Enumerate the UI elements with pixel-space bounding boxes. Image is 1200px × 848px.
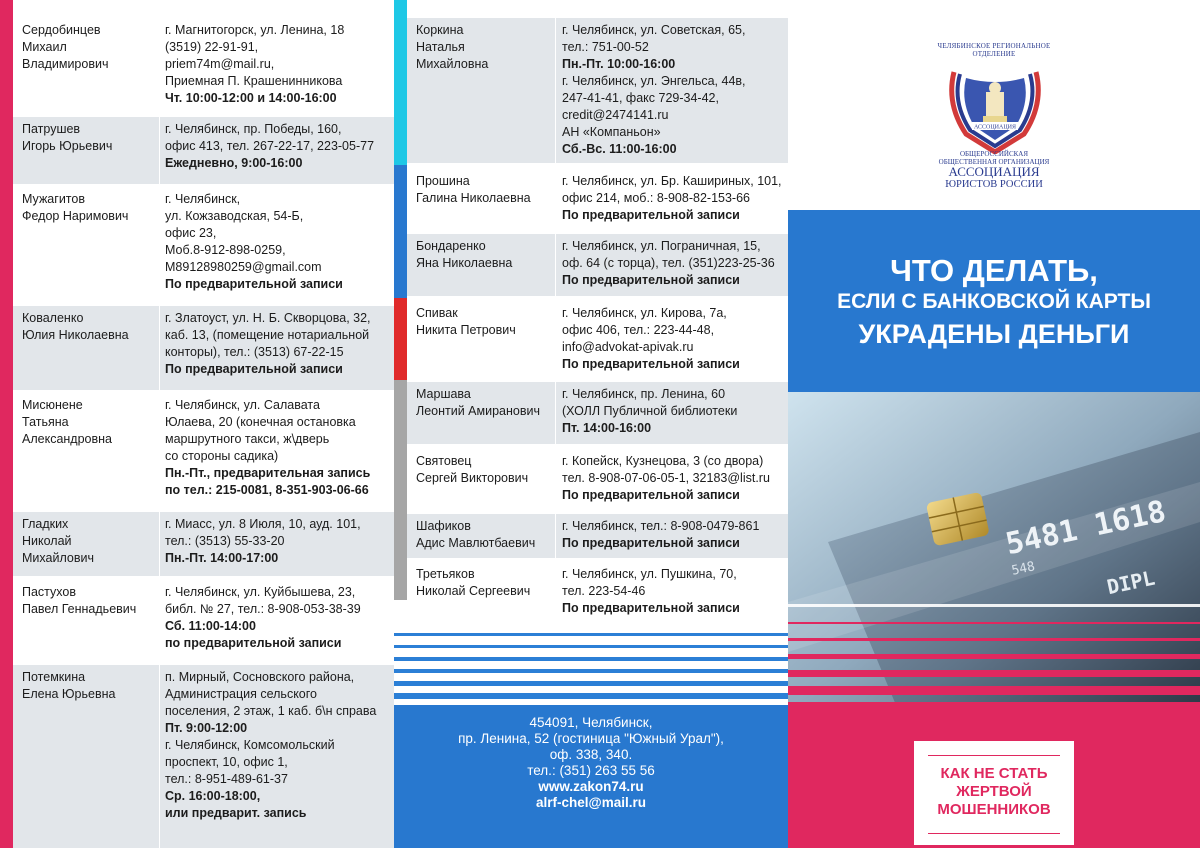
lawyer-hours: По предварительной записи: [562, 357, 740, 371]
lawyer-address: г. Челябинск, тел.: 8-908-0479-861 По предварительной записи: [556, 514, 788, 558]
lawyer-address: г. Челябинск, ул. Куйбышева, 23, библ. № 27, тел.: 8-908-053-38-39 Сб. 11:00-14:00 по предварительной записи: [160, 580, 394, 662]
lawyer-hours: По предварительной записи: [562, 208, 740, 222]
logo-subtitle: ОБЩЕРОССИЙСКАЯ ОБЩЕСТВЕННАЯ ОРГАНИЗАЦИЯ: [938, 150, 1050, 166]
list-item: [13, 117, 394, 184]
headline-band: [788, 210, 1200, 392]
svg-text:5481 1618: 5481 1618: [1002, 494, 1169, 563]
lawyer-hours: По предварительной записи: [562, 536, 740, 550]
lawyer-hours: Пн.-Пт., предварительная запись по тел.: 215-0081, 8-351-903-06-66: [165, 466, 371, 497]
list-item: [407, 382, 788, 444]
shield-emblem-icon: [940, 62, 1050, 154]
lawyer-hours: Сб.-Вс. 11:00-16:00: [562, 142, 677, 156]
list-item: [13, 580, 394, 662]
lawyer-name: Коркина Наталья Михайловна: [407, 18, 555, 163]
lawyer-hours: Пт. 9:00-12:00: [165, 721, 248, 735]
lawyer-address: г. Челябинск, ул. Пушкина, 70, тел. 223-54-46 По предварительной записи: [556, 562, 788, 624]
list-item: [407, 514, 788, 558]
left-accent-stripe: [0, 0, 13, 848]
lawyer-hours: Пн.-Пт. 10:00-16:00: [562, 57, 676, 71]
cover-panel: [788, 0, 1200, 848]
lawyer-name: Коваленко Юлия Николаевна: [13, 306, 159, 390]
logo-title-2: ЮРИСТОВ РОССИИ: [945, 179, 1043, 190]
list-item: [407, 301, 788, 377]
lawyer-name: Мисюнене Татьяна Александровна: [22, 398, 112, 446]
blue-accent-stripe: [394, 165, 407, 298]
lawyer-name: Сердобинцев Михаил Владимирович: [22, 23, 109, 71]
lawyer-hours: Ср. 16:00-18:00, или предварит. запись: [165, 789, 307, 820]
left-panel: [0, 0, 394, 848]
list-item: [407, 234, 788, 296]
lawyer-address: г. Челябинск, ул. Бр. Кашириных, 101, офис 214, моб.: 8-908-82-153-66 По предварительной записи: [556, 169, 788, 229]
contact-postcode: 454091, Челябинск,: [529, 715, 653, 730]
credit-card-image: [788, 392, 1200, 710]
list-item: [13, 187, 394, 303]
grey-accent-stripe: [394, 380, 407, 600]
warning-badge: [914, 741, 1074, 845]
contact-phone: тел.: (351) 263 55 56: [527, 763, 655, 778]
warning-badge-text: КАК НЕ СТАТЬ ЖЕРТВОЙ МОШЕННИКОВ: [937, 765, 1051, 818]
lawyer-hours: По предварительной записи: [562, 601, 740, 615]
lawyer-name: Третьяков Николай Сергеевич: [416, 567, 531, 598]
lawyer-hours: По предварительной записи: [562, 488, 740, 502]
lawyer-address: г. Златоуст, ул. Н. Б. Скворцова, 32, каб. 13, (помещение нотариальной конторы), тел.: (3513) 67-22-15 По предварительной записи: [160, 306, 394, 390]
lawyer-address: г. Челябинск, ул. Кирова, 7а, офис 406, тел.: 223-44-48, info@advokat-apivak.ru По предварительной записи: [556, 301, 788, 377]
lawyer-name: Маршава Леонтий Амиранович: [407, 382, 555, 444]
contact-email[interactable]: alrf-chel@mail.ru: [536, 795, 646, 810]
contact-website[interactable]: www.zakon74.ru: [538, 779, 644, 794]
lawyer-address: г. Магнитогорск, ул. Ленина, 18 (3519) 22-91-91, priem74m@mail.ru, Приемная П. Крашенинникова Чт. 10:00-12:00 и 14:00-16:00: [160, 18, 394, 116]
list-item: [13, 306, 394, 390]
svg-text:548: 548: [1010, 559, 1037, 579]
lawyer-address: г. Челябинск, ул. Советская, 65, тел.: 751-00-52 Пн.-Пт. 10:00-16:00 г. Челябинск, ул. Энгельса, 44в, 247-41-41, факс 729-34-42, credit@2474141.ru АН «Компаньон» Сб.-Вс. 11:00-16:00: [556, 18, 788, 163]
lawyer-address: г. Челябинск, пр. Ленина, 60 (ХОЛЛ Публичной библиотеки Пт. 14:00-16:00: [556, 382, 788, 444]
lawyer-name: Потемкина Елена Юрьевна: [13, 665, 159, 848]
list-item: [13, 18, 394, 116]
contact-street: пр. Ленина, 52 (гостиница "Южный Урал"),: [458, 731, 724, 746]
logo-top-text: ЧЕЛЯБИНСКОЕ РЕГИОНАЛЬНОЕ ОТДЕЛЕНИЕ: [937, 42, 1051, 58]
list-item: [407, 18, 788, 163]
lawyer-name: Гладких Николай Михайлович: [13, 512, 159, 576]
lawyer-hours: По предварительной записи: [562, 273, 740, 287]
contact-block: [394, 705, 788, 848]
list-item: [407, 449, 788, 509]
lawyer-address: г. Челябинск, ул. Пограничная, 15, оф. 64 (с торца), тел. (351)223-25-36 По предварительной записи: [556, 234, 788, 296]
lawyer-hours: Сб. 11:00-14:00 по предварительной записи: [165, 619, 342, 650]
lawyer-name: Пастухов Павел Геннадьевич: [22, 585, 137, 616]
lawyer-hours: По предварительной записи: [165, 277, 343, 291]
lawyer-name: Прошина Галина Николаевна: [416, 174, 531, 205]
red-accent-stripe: [394, 298, 407, 380]
headline-line-2: ЕСЛИ С БАНКОВСКОЙ КАРТЫ: [837, 290, 1151, 313]
lawyer-address: г. Миасс, ул. 8 Июля, 10, ауд. 101, тел.: (3513) 55-33-20 Пн.-Пт. 14:00-17:00: [160, 512, 394, 576]
lawyer-hours: Пт. 14:00-16:00: [562, 421, 652, 435]
headline-line-1: ЧТО ДЕЛАТЬ,: [890, 253, 1098, 288]
logo-title: АССОЦИАЦИЯ: [948, 164, 1040, 179]
lawyer-name: Шафиков Адис Мавлютбаевич: [407, 514, 555, 558]
lawyer-address: г. Челябинск, ул. Кожзаводская, 54-Б, офис 23, Моб.8-912-898-0259, M89128980259@gmail.com По предварительной записи: [160, 187, 394, 303]
lawyer-name: Патрушев Игорь Юрьевич: [13, 117, 159, 184]
contact-office: оф. 338, 340.: [549, 747, 633, 762]
lawyer-hours: Чт. 10:00-12:00 и 14:00-16:00: [165, 91, 337, 105]
lawyer-name: Бондаренко Яна Николаевна: [407, 234, 555, 296]
lawyer-hours: По предварительной записи: [165, 362, 343, 376]
list-item: [407, 562, 788, 624]
svg-text:DIPL: DIPL: [1104, 565, 1157, 600]
lawyer-address: г. Челябинск, пр. Победы, 160, офис 413, тел. 267-22-17, 223-05-77 Ежедневно, 9:00-16:00: [160, 117, 394, 184]
headline-line-3: УКРАДЕНЫ ДЕНЬГИ: [858, 319, 1130, 349]
list-item: [13, 665, 394, 848]
list-item: [407, 169, 788, 229]
svg-text:АССОЦИАЦИЯ: АССОЦИАЦИЯ: [973, 124, 1017, 131]
lawyer-address: г. Копейск, Кузнецова, 3 (со двора) тел. 8-908-07-06-05-1, 32183@list.ru По предварительной записи: [556, 449, 788, 509]
lawyer-address: п. Мирный, Сосновского района, Администрация сельского поселения, 2 этаж, 1 каб. б\н справа Пт. 9:00-12:00 г. Челябинск, Комсомольский проспект, 10, офис 1, тел.: 8-951-489-61-37 Ср. 16:00-18:00, или предварит. запись: [160, 665, 394, 848]
lawyer-address: г. Челябинск, ул. Салавата Юлаева, 20 (конечная остановка маршрутного такси, ж\дверь со стороны садика) Пн.-Пт., предварительная запись по тел.: 215-0081, 8-351-903-06-66: [160, 393, 394, 509]
lawyer-hours: Пн.-Пт. 14:00-17:00: [165, 551, 279, 565]
logo: [788, 0, 1200, 210]
middle-panel: [394, 0, 788, 848]
badge-band: [788, 710, 1200, 848]
lawyer-name: Святовец Сергей Викторович: [416, 454, 529, 485]
lawyer-name: Спивак Никита Петрович: [416, 306, 516, 337]
list-item: [13, 393, 394, 509]
lawyer-hours: Ежедневно, 9:00-16:00: [165, 156, 303, 170]
cyan-accent-stripe: [394, 0, 407, 165]
list-item: [13, 512, 394, 576]
lawyer-name: Мужагитов Федор Наримович: [22, 192, 129, 223]
